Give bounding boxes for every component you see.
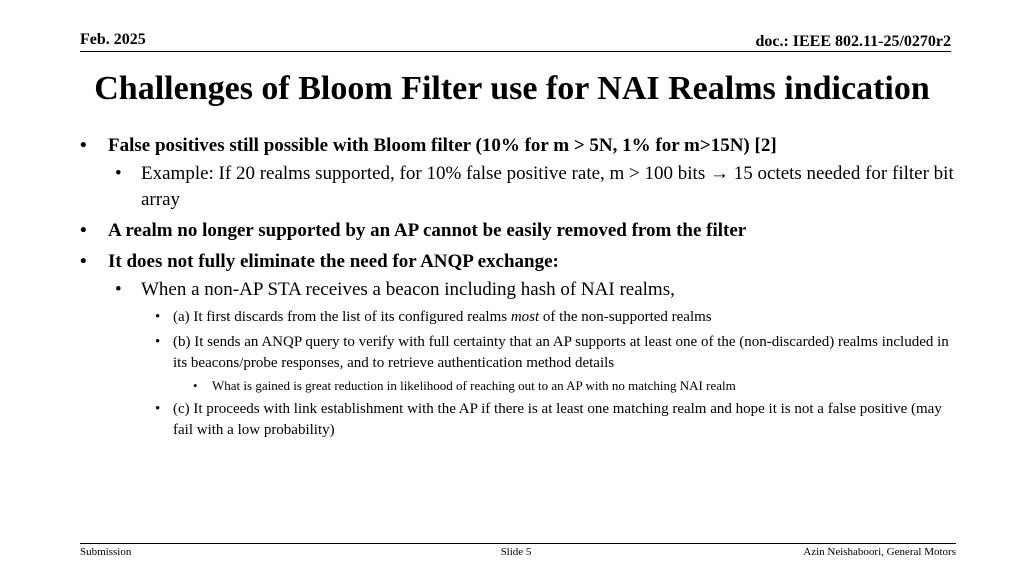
bullet-marker: • xyxy=(115,279,122,300)
bullet-marker: • xyxy=(115,163,122,184)
bullet-example: • Example: If 20 realms supported, for 10% false positive rate, m > 100 bits → 15 octets needed for filter bit array xyxy=(115,163,954,210)
bullet-marker: • xyxy=(193,378,198,393)
header-doc-id: doc.: IEEE 802.11-25/0270r2 xyxy=(755,33,951,50)
footer-author: Azin Neishaboori, General Motors xyxy=(803,546,956,558)
bullet-beacon-receive: • When a non-AP STA receives a beacon including hash of NAI realms, xyxy=(75,277,960,303)
footer-slide-number: Slide 5 xyxy=(500,546,532,558)
bullet-step-a: • (a) It first discards from the list of its configured realms most of the non-supported realms xyxy=(75,307,960,328)
bullet-step-b: • (b) It sends an ANQP query to verify with full certainty that an AP supports at least one of the (non-discarded) realms included in its beacons/probe responses, and to retrieve authentication method details xyxy=(155,334,949,371)
bullet-false-positives: • False positives still possible with Bloom filter (10% for m > 5N, 1% for m>15N) [2] xyxy=(75,133,960,159)
slide-title: Challenges of Bloom Filter use for NAI Realms indication xyxy=(94,70,930,107)
header-date: Feb. 2025 xyxy=(80,31,146,48)
footer-divider xyxy=(80,543,956,544)
bullet-marker: • xyxy=(80,135,87,156)
bullet-marker: • xyxy=(155,309,161,325)
bullet-realm-removal: • A realm no longer supported by an AP cannot be easily removed from the filter xyxy=(75,218,960,244)
bullet-step-c: • (c) It proceeds with link establishment with the AP if there is at least one matching realm and hope it is not a false positive (may fail with a low probability) xyxy=(155,401,942,438)
bullet-marker: • xyxy=(80,220,87,241)
bullet-step-b-gain: • What is gained is great reduction in likelihood of reaching out to an AP with no matching NAI realm xyxy=(193,378,736,393)
footer-submission: Submission xyxy=(80,546,132,558)
slide-content xyxy=(75,128,960,441)
bullet-marker: • xyxy=(155,401,161,417)
bullet-anqp-need: • It does not fully eliminate the need for ANQP exchange: xyxy=(75,249,960,275)
header-divider xyxy=(80,51,951,52)
arrow-icon: → xyxy=(709,163,729,184)
bullet-marker: • xyxy=(80,251,87,272)
bullet-marker: • xyxy=(155,334,161,350)
